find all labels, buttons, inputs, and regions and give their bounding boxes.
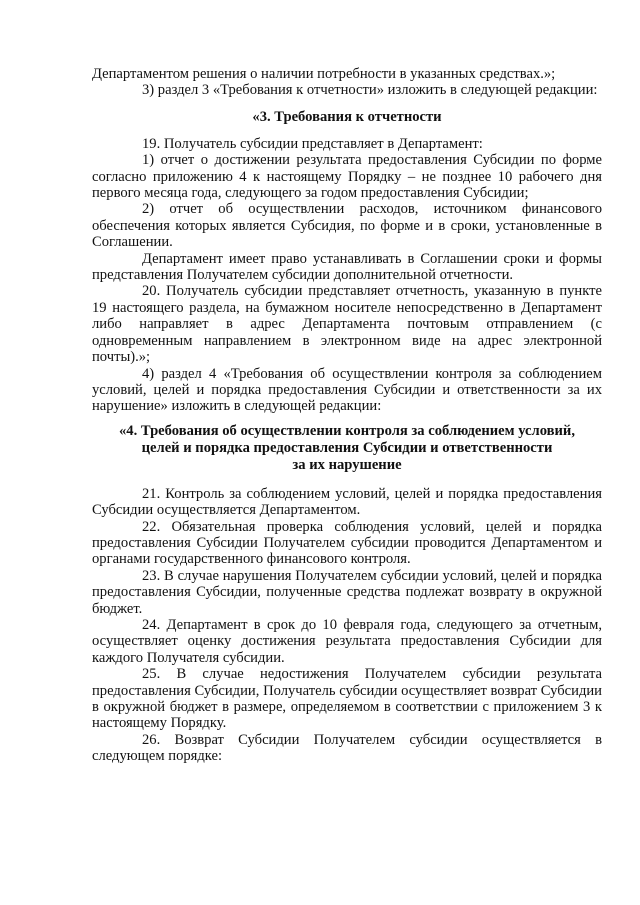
document-page xyxy=(92,66,602,765)
section-4-heading xyxy=(92,423,602,474)
paragraph-21: 21. Контроль за соблюдением условий, целей и порядка предоставления Субсидии осуществляется Департаментом. xyxy=(92,485,602,519)
paragraph-continuation: Департаментом решения о наличии потребности в указанных средствах.»; xyxy=(92,66,556,82)
paragraph-19: 19. Получатель субсидии представляет в Департамент: xyxy=(142,135,483,152)
paragraph-19-item-2: 2) отчет об осуществлении расходов, источником финансового обеспечения которых является Субсидия, по форме и в сроки, установленные в Соглашении. xyxy=(92,201,602,251)
paragraph-department-right: Департамент имеет право устанавливать в Соглашении сроки и формы представления Получателем субсидии дополнительной отчетности. xyxy=(92,250,602,284)
paragraph-20: 20. Получатель субсидии представляет отчетность, указанную в пункте 19 настоящего раздела, на бумажном носителе непосредственно в Департамент либо направляет в адрес Департамента почтовым отправлением (с одновременным направлением в электронном виде на адрес электронной почты).»; xyxy=(92,283,602,366)
paragraph-26: 26. Возврат Субсидии Получателем субсидии осуществляется в следующем порядке: xyxy=(92,731,602,765)
section-4-heading-line-1: «4. Требования об осуществлении контроля за соблюдением условий, xyxy=(119,422,575,439)
paragraph-23: 23. В случае нарушения Получателем субсидии условий, целей и порядка предоставления Субсидии, полученные средства подлежат возврату в окружной бюджет. xyxy=(92,567,602,617)
paragraph-25: 25. В случае недостижения Получателем субсидии результата предоставления Субсидии, Получатель субсидии осуществляет возврат Субсидии в окружной бюджет в размере, определяемом в соответствии с приложением 3 к настоящему Порядку. xyxy=(92,666,602,732)
paragraph-amendment-section-4: 4) раздел 4 «Требования об осуществлении контроля за соблюдением условий, целей и порядка предоставления Субсидии и ответственности за их нарушение» изложить в следующей редакции: xyxy=(92,365,602,415)
paragraph-24: 24. Департамент в срок до 10 февраля года, следующего за отчетным, осуществляет оценку достижения результата предоставления Субсидии для каждого Получателя субсидии. xyxy=(92,616,602,666)
section-4-heading-line-3: за их нарушение xyxy=(292,456,402,473)
section-3-heading: «3. Требования к отчетности xyxy=(252,108,442,125)
paragraph-19-item-1: 1) отчет о достижении результата предоставления Субсидии по форме согласно приложению 4 к настоящему Порядку – не позднее 10 рабочего дня первого месяца года, следующего за годом предоставления Субсидии; xyxy=(92,152,602,202)
paragraph-amendment-section-3: 3) раздел 3 «Требования к отчетности» изложить в следующей редакции: xyxy=(142,82,598,99)
paragraph-22: 22. Обязательная проверка соблюдения условий, целей и порядка предоставления Субсидии Получателем субсидии проводится Департаментом и органами государственного финансового контроля. xyxy=(92,518,602,568)
section-4-heading-line-2: целей и порядка предоставления Субсидии и ответственности xyxy=(141,439,553,456)
